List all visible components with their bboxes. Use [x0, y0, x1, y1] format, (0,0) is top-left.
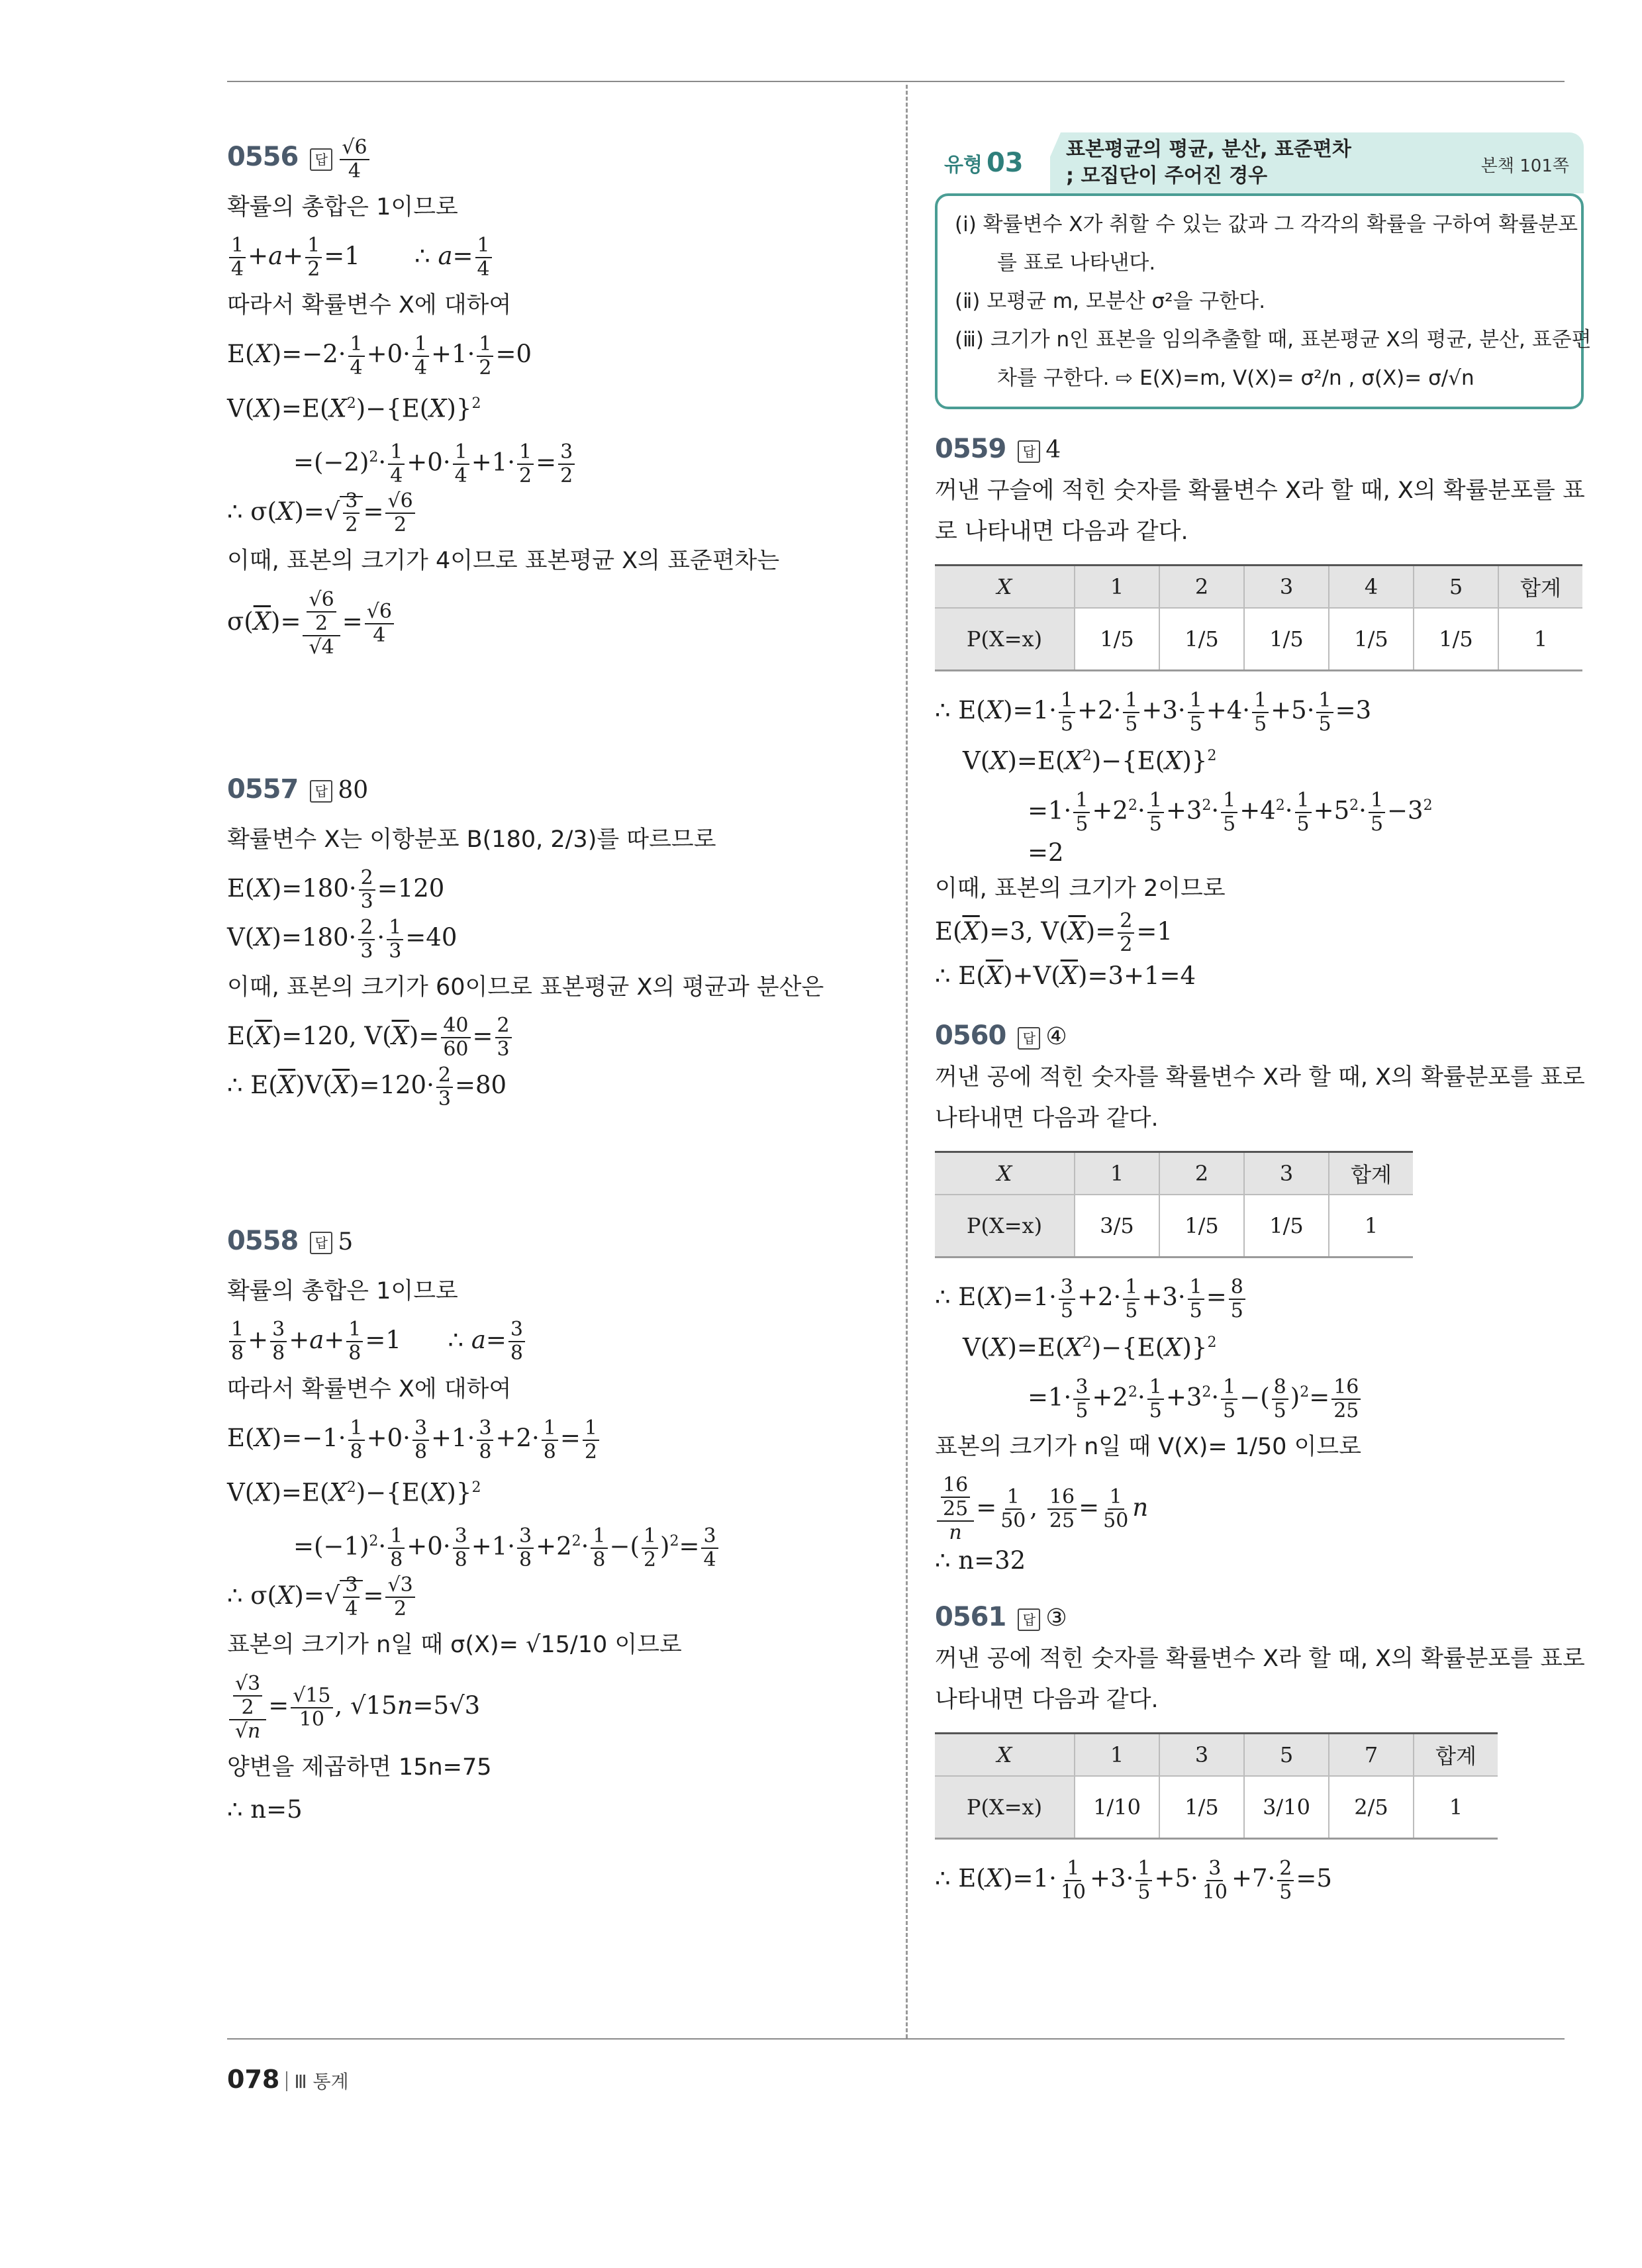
- equation: $\sigma(\overline{X})=$ $\frac{\frac{√6}{2}}{√4}$ = $\frac{√6}{4}$: [227, 585, 883, 659]
- table-header: 2: [1159, 1152, 1244, 1195]
- answer-value: 4: [1045, 436, 1061, 464]
- step-3-cont: 차를 구한다. ⇨ E(X)=m, V(X)= σ²/n , σ(X)= σ/√n: [997, 366, 1474, 390]
- text-line: 꺼낸 구슬에 적힌 숫자를 확률변수 X라 할 때, X의 확률분포를 표: [935, 477, 1585, 504]
- table-cell: 1/5: [1159, 1776, 1244, 1839]
- left-column: [227, 132, 883, 1828]
- table-cell: 2/5: [1329, 1776, 1414, 1839]
- equation: E(X)=−2· $\frac{1}{4}$ +0· $\frac{1}{4}$ +1· $\frac{1}{2}$ =0: [227, 332, 532, 379]
- equation: E(X)=−1· $\frac{1}{8}$ +0· $\frac{3}{8}$ +1· $\frac{3}{8}$ +2· $\frac{1}{8}$ = $\frac{1}{2}$: [227, 1414, 883, 1463]
- problem-0560: [935, 1016, 1584, 1577]
- equation: $=(-2)^2\cdot$ $\frac{1}{4}$ +0· $\frac{1}{4}$ +1· $\frac{1}{2}$ = $\frac{3}{2}$: [227, 433, 883, 487]
- step-3: (ⅲ) 크기가 n인 표본을 임의추출할 때, 표본평균 X의 평균, 분산, 표준편: [955, 328, 1592, 352]
- equation: ∴ σ(X)=√ $\frac{3}{4}$ = $\frac{√3}{2}$: [227, 1571, 883, 1621]
- text-line: 이때, 표본의 크기가 60이므로 표본평균 X의 평균과 분산은: [227, 973, 824, 1001]
- right-column: [935, 132, 1592, 1904]
- problem-0557: [227, 765, 883, 1110]
- equation: ∴ E(X)=1· $\frac{3}{5}$ +2· $\frac{1}{5}$ +3· $\frac{1}{5}$ = $\frac{8}{5}$: [935, 1273, 1584, 1322]
- table-header: 4: [1329, 566, 1414, 609]
- equation: =1· $\frac{1}{5}$ $+2^2\cdot$ $\frac{1}{5}$ $+3^2\cdot$ $\frac{1}{5}$ $+4^2\cdot$ $\frac{1}{5}$ $+5^2\cdot$ $\frac{1}{5}$ $-3^2$: [1028, 788, 1433, 836]
- equation: =2: [1028, 838, 1064, 867]
- footer-divider: [286, 2071, 287, 2091]
- table-cell: 1: [1329, 1195, 1413, 1257]
- equation: ∴ σ(X)=√ $\frac{3}{2}$ = $\frac{√6}{2}$: [227, 487, 883, 537]
- column-separator: [906, 85, 908, 2038]
- problem-number: 0557: [227, 773, 299, 805]
- table-header: X: [935, 566, 1075, 609]
- top-rule: [227, 81, 1565, 82]
- page-number: 078: [227, 2065, 280, 2094]
- equation: =1· $\frac{3}{5}$ $+2^2\cdot$ $\frac{1}{5}$ $+3^2\cdot$ $\frac{1}{5}$ −( $\frac{8}{5}$ )$^2$= $\frac{16}{25}$: [935, 1368, 1584, 1422]
- text-line: 따라서 확률변수 X에 대하여: [227, 1376, 512, 1403]
- step-1-cont: 를 표로 나타낸다.: [997, 251, 1156, 275]
- table-header: X: [935, 1734, 1075, 1777]
- answer-icon: 답: [1018, 440, 1040, 463]
- equation: $\frac{\frac{√3}{2}}{√n}$ = $\frac{√15}{10}$ , √15n=5√3: [227, 1669, 883, 1743]
- text-line: 확률변수 X는 이항분포 B(180, 2/3)를 따르므로: [227, 826, 716, 853]
- table-header: 3: [1244, 566, 1329, 609]
- bottom-rule: [227, 2038, 1565, 2040]
- text-line: 표본의 크기가 n일 때 V(X)= 1/50 이므로: [935, 1433, 1361, 1460]
- text-line: 확률의 총합은 1이므로: [227, 193, 458, 221]
- equation: $\frac{1}{8}$ + $\frac{3}{8}$ +a+ $\frac{1}{8}$ =1 ∴ a= $\frac{3}{8}$: [227, 1316, 883, 1365]
- equation: $V(X)=E(X^2)-\{E(X)\}^2$: [963, 746, 1217, 775]
- table-cell: 1/5: [1244, 608, 1329, 671]
- equation: $V(X)=E(X^2)-\{E(X)\}^2$: [227, 1477, 481, 1506]
- text-line: 꺼낸 공에 적힌 숫자를 확률변수 X라 할 때, X의 확률분포를 표로: [935, 1646, 1585, 1673]
- table-header: 3: [1244, 1152, 1329, 1195]
- table-cell: 1/5: [1159, 608, 1244, 671]
- text-line: 꺼낸 공에 적힌 숫자를 확률변수 X라 할 때, X의 확률분포를 표로: [935, 1064, 1585, 1091]
- text-line: 따라서 확률변수 X에 대하여: [227, 292, 512, 319]
- answer-value: $\frac{√6}{4}$: [340, 136, 369, 183]
- text-line: 나타내면 다음과 같다.: [935, 1105, 1159, 1132]
- table-header: 2: [1159, 566, 1244, 609]
- table-header: 1: [1075, 566, 1159, 609]
- table-cell: 1/5: [1244, 1195, 1329, 1257]
- problem-0559: [935, 429, 1584, 996]
- equation: ∴ E(X)=1· $\frac{1}{10}$ +3· $\frac{1}{5}$ +5· $\frac{3}{10}$ +7· $\frac{2}{5}$ =5: [935, 1856, 1332, 1904]
- text-line: 양변을 제곱하면 15n=75: [227, 1753, 492, 1781]
- answer-icon: 답: [310, 780, 332, 803]
- table-cell: 3/5: [1075, 1195, 1159, 1257]
- section-label: Ⅲ 통계: [294, 2071, 349, 2093]
- answer-value: ③: [1045, 1604, 1067, 1632]
- table-cell: 1/5: [1075, 608, 1159, 671]
- problem-number: 0556: [227, 142, 299, 172]
- problem-0558: [227, 1216, 883, 1828]
- table-cell: 1/5: [1159, 1195, 1244, 1257]
- problem-number: 0560: [935, 1020, 1006, 1052]
- problem-number: 0559: [935, 434, 1006, 464]
- table-header: 합계: [1329, 1152, 1413, 1195]
- equation: $E(\overline{X})=120$, $V(\overline{X})=$ $\frac{40}{60}$ = $\frac{2}{3}$: [227, 1012, 883, 1061]
- distribution-table: [935, 564, 1582, 671]
- textbook-reference: 본책 101쪽: [1480, 156, 1569, 176]
- answer-value: 5: [338, 1228, 354, 1256]
- table-header: 합계: [1414, 1734, 1498, 1777]
- table-header: X: [935, 1152, 1075, 1195]
- table-row-label: P(X=x): [935, 1195, 1075, 1257]
- table-row-label: P(X=x): [935, 608, 1075, 671]
- problem-0556: [227, 132, 883, 659]
- type-title: 표본평균의 평균, 분산, 표준편차 ; 모집단이 주어진 경우: [1066, 138, 1351, 187]
- equation: ∴ E(X)=1· $\frac{1}{5}$ +2· $\frac{1}{5}$ +3· $\frac{1}{5}$ +4· $\frac{1}{5}$ +5· $\frac{1}{5}$ =3: [935, 688, 1372, 736]
- equation: $V(X)=E(X^2)-\{E(X)\}^2$: [227, 393, 481, 422]
- equation: ∴ $E(\overline{X})+V(\overline{X})=3+1=4$: [935, 961, 1196, 991]
- type-box: [935, 193, 1592, 409]
- table-header: 3: [1159, 1734, 1244, 1777]
- table-cell: 1/5: [1329, 608, 1414, 671]
- table-header: 5: [1244, 1734, 1329, 1777]
- text-line: 이때, 표본의 크기가 2이므로: [935, 875, 1226, 902]
- answer-value: 80: [338, 776, 369, 804]
- text-line: ∴ n=32: [935, 1546, 1026, 1575]
- answer-icon: 답: [310, 148, 332, 171]
- table-cell: 1/10: [1075, 1776, 1159, 1839]
- answer-icon: 답: [1018, 1608, 1040, 1631]
- table-header: 1: [1075, 1152, 1159, 1195]
- step-1: (ⅰ) 확률변수 X가 취할 수 있는 값과 그 각각의 확률을 구하여 확률분포: [955, 213, 1578, 236]
- table-header: 1: [1075, 1734, 1159, 1777]
- distribution-table: [935, 1732, 1498, 1840]
- equation: ∴ $E(\overline{X})V(\overline{X})=120\cdot$ $\frac{2}{3}$ =80: [227, 1063, 507, 1110]
- text-line: 로 나타내면 다음과 같다.: [935, 518, 1188, 545]
- equation: E(X)=180· $\frac{2}{3}$ =120: [227, 866, 445, 914]
- equation: V(X)=180· $\frac{2}{3}$ · $\frac{1}{3}$ =40: [227, 915, 458, 963]
- table-cell: 1/5: [1414, 608, 1498, 671]
- text-line: 확률의 총합은 1이므로: [227, 1277, 458, 1305]
- distribution-table: [935, 1151, 1413, 1258]
- answer-value: ④: [1045, 1023, 1067, 1051]
- text-line: 나타내면 다음과 같다.: [935, 1687, 1159, 1714]
- text-line: ∴ n=5: [227, 1795, 303, 1824]
- text-line: 이때, 표본의 크기가 4이므로 표본평균 X의 표준편차는: [227, 548, 780, 575]
- table-header: 합계: [1498, 566, 1582, 609]
- equation: $\frac{1}{4}$ +a+ $\frac{1}{2}$ =1 ∴ a= $\frac{1}{4}$: [227, 232, 883, 281]
- type-header: [935, 132, 1584, 193]
- text-line: 표본의 크기가 n일 때 σ(X)= √15/10 이므로: [227, 1632, 682, 1659]
- table-cell: 1: [1498, 608, 1582, 671]
- equation: $=(-1)^2\cdot$ $\frac{1}{8}$ +0· $\frac{3}{8}$ +1· $\frac{3}{8}$ $+2^2\cdot$ $\frac{1}{8}$ −( $\frac{1}{2}$ )$^2$= $\frac{3}{4}$: [227, 1517, 883, 1571]
- equation: $E(\overline{X})=3$, $V(\overline{X})=$ $\frac{2}{2}$ =1: [935, 909, 1173, 957]
- page-footer: [227, 2065, 349, 2094]
- step-2: (ⅱ) 모평균 m, 모분산 σ²을 구한다.: [955, 289, 1266, 313]
- table-cell: 1: [1414, 1776, 1498, 1839]
- table-header: 5: [1414, 566, 1498, 609]
- problem-number: 0558: [227, 1225, 299, 1256]
- problem-number: 0561: [935, 1602, 1006, 1633]
- table-cell: 3/10: [1244, 1776, 1329, 1839]
- answer-icon: 답: [310, 1232, 332, 1254]
- table-row-label: P(X=x): [935, 1776, 1075, 1839]
- answer-icon: 답: [1018, 1027, 1040, 1050]
- table-header: 7: [1329, 1734, 1414, 1777]
- equation: $V(X)=E(X^2)-\{E(X)\}^2$: [963, 1332, 1217, 1361]
- type-tab: 유형 03: [935, 132, 1050, 193]
- problem-0561: [935, 1597, 1584, 1904]
- equation: $\frac{\frac{16}{25}}{n}$ = $\frac{1}{50}$ , $\frac{16}{25}$ = $\frac{1}{50}$ n: [935, 1471, 1584, 1545]
